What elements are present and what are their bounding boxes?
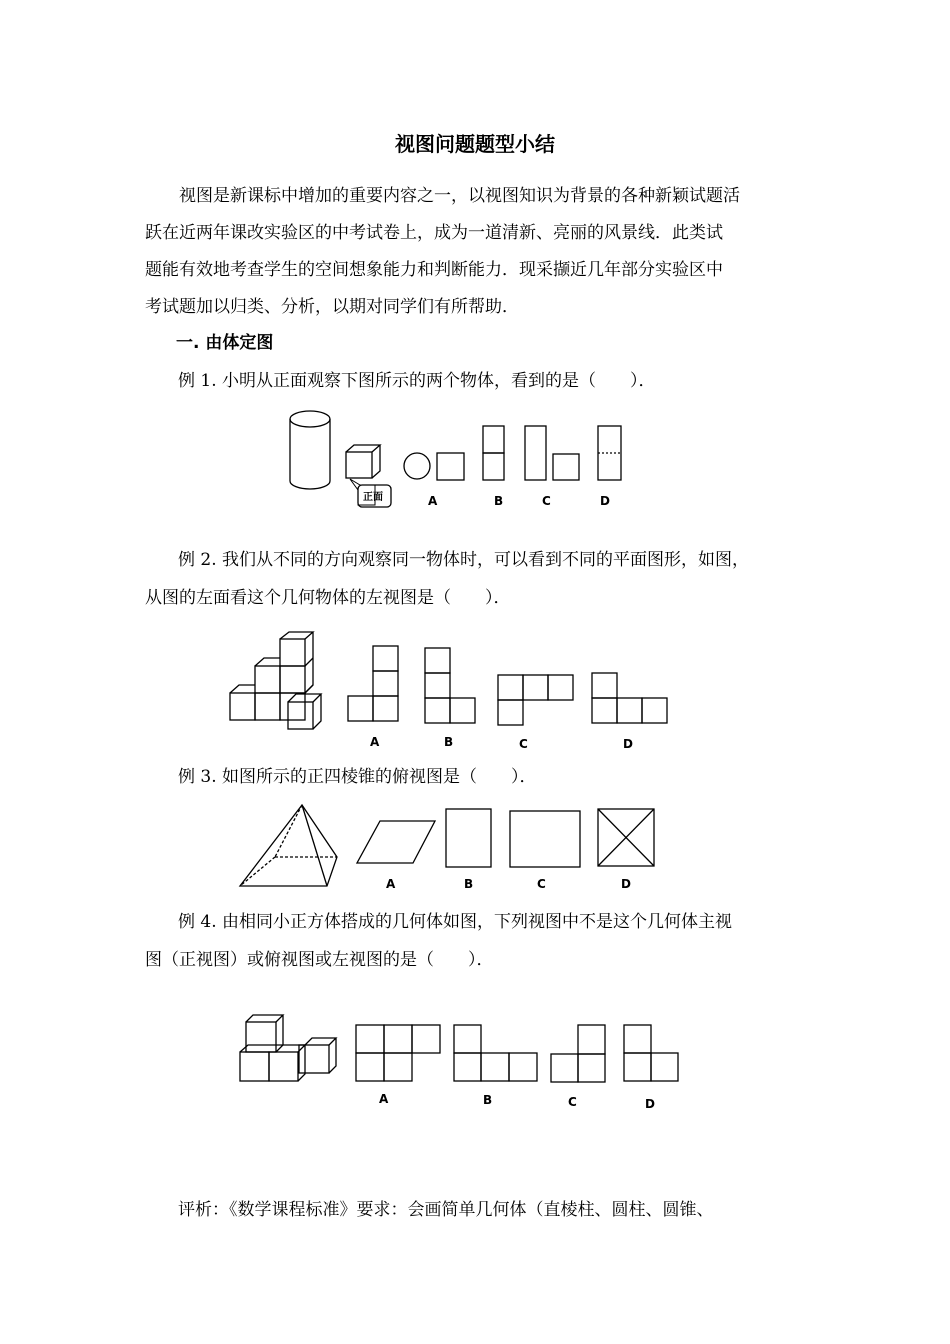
option-c-figure xyxy=(498,675,573,725)
front-callout xyxy=(350,479,391,507)
intro-line: 考试题加以归类、分析，以期对同学们有所帮助． xyxy=(145,297,519,317)
option-d-label: D xyxy=(600,494,610,508)
cylinder-shape xyxy=(290,411,330,489)
option-d-figure xyxy=(592,673,667,723)
option-b-figure xyxy=(454,1025,537,1081)
option-b-figure xyxy=(446,809,491,867)
option-d-label: D xyxy=(645,1097,655,1111)
option-b-label: B xyxy=(494,494,504,508)
option-c-label: C xyxy=(519,737,528,751)
option-d-label: D xyxy=(623,737,633,751)
example-3-question: 例 3. 如图所示的正四棱锥的俯视图是（ ）． xyxy=(178,767,537,787)
example-4-question-line2: 图（正视图）或俯视图或左视图的是（ ）． xyxy=(145,950,494,970)
option-c-figure xyxy=(551,1025,605,1082)
option-a-figure xyxy=(348,646,398,721)
option-b-figure xyxy=(425,648,475,723)
option-a-label: A xyxy=(370,735,380,749)
example-2-question-line2: 从图的左面看这个几何物体的左视图是（ ）． xyxy=(145,588,511,608)
option-d-label: D xyxy=(621,877,631,891)
option-c-figure xyxy=(510,811,580,867)
front-callout-label: 正面 xyxy=(363,492,383,503)
option-a-figure xyxy=(404,453,464,480)
option-b-label: B xyxy=(464,877,474,891)
option-b-label: B xyxy=(483,1093,493,1107)
option-c-label: C xyxy=(568,1095,577,1109)
intro-line: 题能有效地考查学生的空间想象能力和判断能力．现采撷近几年部分实验区中 xyxy=(145,260,723,280)
page-title: 视图问题题型小结 xyxy=(395,132,555,156)
example-4-figure xyxy=(232,1005,687,1115)
option-a-figure xyxy=(356,1025,440,1081)
option-a-figure xyxy=(357,821,435,863)
option-b-label: B xyxy=(444,735,454,749)
intro-line: 跃在近两年课改实验区的中考试卷上，成为一道清新、亮丽的风景线．此类试 xyxy=(145,223,723,243)
stair-solid-shape xyxy=(230,632,321,729)
section-heading: 一. 由体定图 xyxy=(176,333,274,353)
example-3-figure xyxy=(235,803,665,893)
analysis-paragraph: 评析：《数学课程标准》要求：会画简单几何体（直棱柱、圆柱、圆锥、 xyxy=(178,1200,714,1220)
example-2-figure xyxy=(220,630,680,755)
option-c-figure xyxy=(525,426,579,480)
cube-shape xyxy=(346,445,380,478)
option-b-figure xyxy=(483,426,504,480)
example-2-question-line1: 例 2. 我们从不同的方向观察同一物体时，可以看到不同的平面图形，如图， xyxy=(178,550,750,570)
intro-line: 视图是新课标中增加的重要内容之一，以视图知识为背景的各种新颖试题活 xyxy=(179,186,740,206)
example-1-question: 例 1. 小明从正面观察下图所示的两个物体，看到的是（ ）． xyxy=(178,371,656,391)
option-d-figure xyxy=(598,809,654,866)
option-d-figure xyxy=(624,1025,678,1081)
option-a-label: A xyxy=(386,877,396,891)
option-a-label: A xyxy=(428,494,438,508)
intro-paragraph xyxy=(145,178,810,326)
option-c-label: C xyxy=(542,494,551,508)
example-4-question-line1: 例 4. 由相同小正方体搭成的几何体如图，下列视图中不是这个几何体主视 xyxy=(178,912,733,932)
example-1-figure xyxy=(280,405,640,515)
square-pyramid-shape xyxy=(240,805,337,886)
cube-stack-shape xyxy=(240,1015,336,1081)
option-c-label: C xyxy=(537,877,546,891)
option-d-figure xyxy=(598,426,621,480)
option-a-label: A xyxy=(379,1092,389,1106)
